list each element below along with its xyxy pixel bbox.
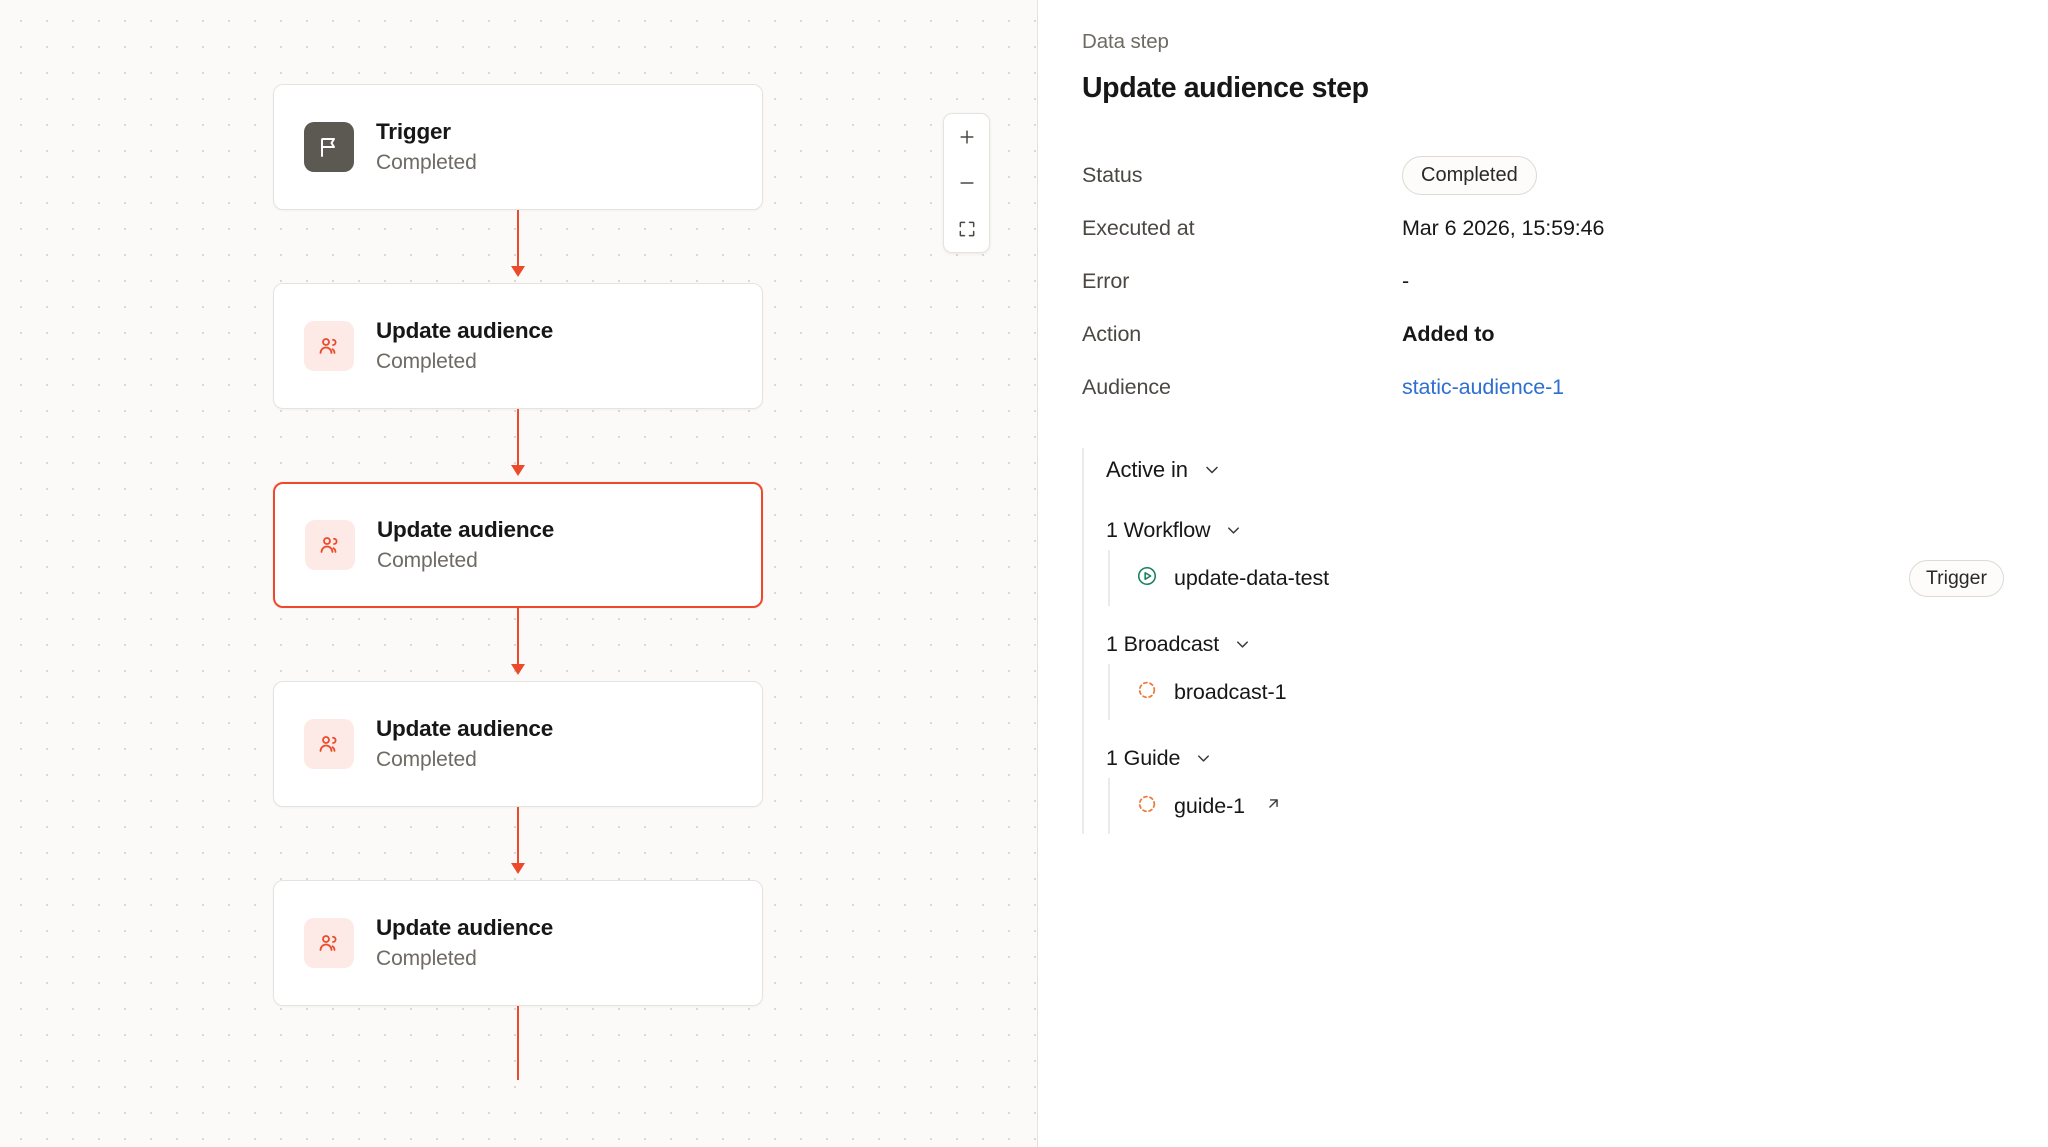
node-connector bbox=[273, 608, 763, 681]
broadcast-group-toggle[interactable] bbox=[1106, 624, 2004, 664]
node-connector bbox=[273, 409, 763, 482]
page-title: Update audience step bbox=[1082, 72, 1369, 104]
audience-icon bbox=[304, 321, 354, 371]
detail-row-action bbox=[1082, 308, 2004, 361]
guide-group-label: 1 Guide bbox=[1106, 745, 1181, 770]
workflow-node-list bbox=[273, 84, 763, 1079]
trigger-badge: Trigger bbox=[1909, 560, 2004, 597]
workflow-group-label: 1 Workflow bbox=[1106, 517, 1211, 542]
active-in-group-guide bbox=[1106, 738, 2004, 834]
broadcast-group-label: 1 Broadcast bbox=[1106, 631, 1220, 656]
detail-value-error: - bbox=[1402, 269, 1410, 293]
chevron-down-icon bbox=[1233, 635, 1252, 654]
active-in-toggle[interactable] bbox=[1106, 448, 2004, 492]
connector-line bbox=[517, 409, 519, 469]
node-title: Update audience bbox=[377, 517, 555, 542]
active-in-label: Active in bbox=[1106, 457, 1188, 482]
node-text bbox=[376, 915, 553, 971]
node-status: Completed bbox=[376, 350, 477, 373]
detail-label: Status bbox=[1082, 163, 1143, 187]
node-connector-tail bbox=[273, 1006, 763, 1079]
chevron-down-icon bbox=[1194, 749, 1213, 768]
node-status: Completed bbox=[377, 549, 478, 572]
connector-line bbox=[517, 807, 519, 867]
detail-row-error bbox=[1082, 255, 2004, 308]
guide-group-toggle[interactable] bbox=[1106, 738, 2004, 778]
detail-label: Executed at bbox=[1082, 216, 1195, 240]
dashed-circle-icon bbox=[1136, 679, 1158, 706]
workflow-node-update-audience-3[interactable] bbox=[273, 681, 763, 807]
audience-icon bbox=[304, 918, 354, 968]
audience-icon bbox=[304, 719, 354, 769]
connector-line bbox=[517, 608, 519, 668]
details-panel bbox=[1038, 0, 2048, 1147]
external-link-icon[interactable] bbox=[1265, 795, 1282, 817]
detail-value-executed-at: Mar 6 2026, 15:59:46 bbox=[1402, 216, 1605, 240]
list-item-label: update-data-test bbox=[1174, 565, 1329, 590]
node-title: Update audience bbox=[376, 915, 554, 940]
connector-line bbox=[517, 1006, 519, 1080]
audience-icon bbox=[305, 520, 355, 570]
connector-arrow bbox=[511, 863, 525, 874]
detail-row-executed-at bbox=[1082, 202, 2004, 255]
play-circle-icon bbox=[1136, 565, 1158, 592]
node-title: Trigger bbox=[376, 119, 451, 144]
node-connector bbox=[273, 807, 763, 880]
node-text bbox=[377, 517, 554, 573]
chevron-down-icon bbox=[1202, 460, 1222, 480]
active-in-section bbox=[1082, 448, 2004, 834]
connector-arrow bbox=[511, 465, 525, 476]
list-item-label: guide-1 bbox=[1174, 793, 1246, 818]
connector-arrow bbox=[511, 664, 525, 675]
node-title: Update audience bbox=[376, 716, 554, 741]
zoom-controls[interactable] bbox=[943, 113, 990, 253]
panel-kicker: Data step bbox=[1082, 30, 1169, 53]
connector-line bbox=[517, 210, 519, 270]
status-badge: Completed bbox=[1402, 156, 1537, 195]
node-title: Update audience bbox=[376, 318, 554, 343]
dashed-circle-icon bbox=[1136, 793, 1158, 820]
detail-rows bbox=[1082, 149, 2004, 414]
node-text bbox=[376, 119, 477, 175]
active-in-group-workflow bbox=[1106, 510, 2004, 606]
node-connector bbox=[273, 210, 763, 283]
node-status: Completed bbox=[376, 748, 477, 771]
detail-row-audience bbox=[1082, 361, 2004, 414]
node-text bbox=[376, 716, 553, 772]
list-item-label: broadcast-1 bbox=[1174, 679, 1287, 704]
detail-label: Error bbox=[1082, 269, 1130, 293]
zoom-in-button[interactable] bbox=[944, 114, 989, 160]
list-item[interactable] bbox=[1108, 550, 2004, 606]
workflow-group-toggle[interactable] bbox=[1106, 510, 2004, 550]
detail-value-action: Added to bbox=[1402, 322, 1495, 346]
list-item[interactable] bbox=[1108, 778, 2004, 834]
workflow-node-update-audience-4[interactable] bbox=[273, 880, 763, 1006]
workflow-node-trigger[interactable] bbox=[273, 84, 763, 210]
node-status: Completed bbox=[376, 151, 477, 174]
zoom-out-button[interactable] bbox=[944, 160, 989, 206]
detail-label: Audience bbox=[1082, 375, 1171, 399]
node-text bbox=[376, 318, 553, 374]
node-status: Completed bbox=[376, 947, 477, 970]
chevron-down-icon bbox=[1224, 521, 1243, 540]
flag-icon bbox=[304, 122, 354, 172]
workflow-node-update-audience-1[interactable] bbox=[273, 283, 763, 409]
detail-label: Action bbox=[1082, 322, 1142, 346]
workflow-node-update-audience-2-selected[interactable] bbox=[273, 482, 763, 608]
list-item[interactable] bbox=[1108, 664, 2004, 720]
fit-to-screen-button[interactable] bbox=[944, 206, 989, 252]
audience-link[interactable]: static-audience-1 bbox=[1402, 375, 1565, 399]
detail-row-status bbox=[1082, 149, 2004, 202]
connector-arrow bbox=[511, 266, 525, 277]
active-in-group-broadcast bbox=[1106, 624, 2004, 720]
